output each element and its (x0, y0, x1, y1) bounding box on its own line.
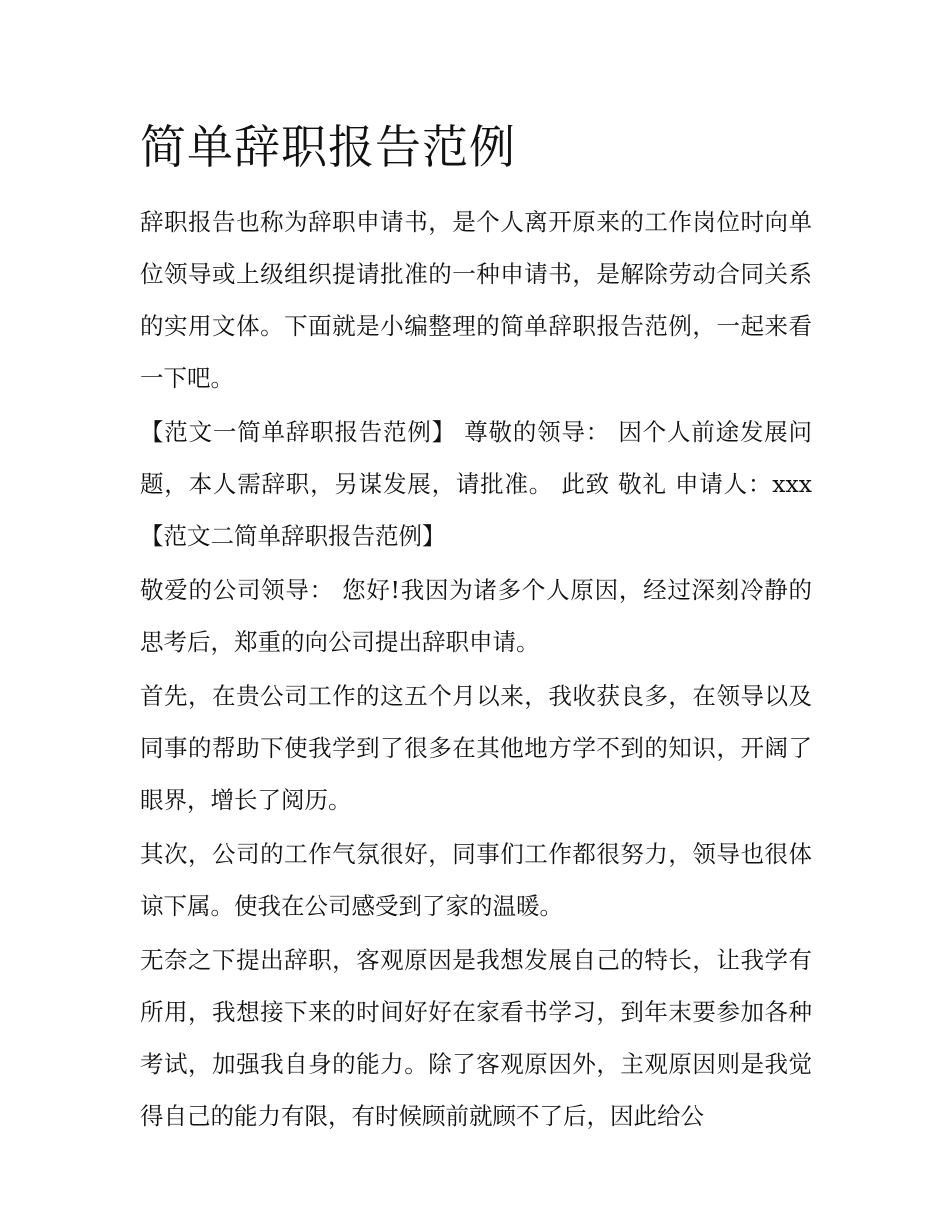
paragraph-resignation-reason: 无奈之下提出辞职，客观原因是我想发展自己的特长，让我学有所用，我想接下来的时间好好在家看书学习，到年末要参加各种考试，加强我自身的能力。除了客观原因外，主观原因则是我觉得自己的能力有限，有时候顾前就顾不了后，因此给公 (140, 946, 812, 1130)
paragraph-first-reason: 首先，在贵公司工作的这五个月以来，我收获良多，在领导以及同事的帮助下使我学到了很多在其他地方学不到的知识，开阔了眼界，增长了阅历。 (140, 682, 812, 814)
document-body (140, 196, 812, 1144)
paragraph-intro: 辞职报告也称为辞职申请书，是个人离开原来的工作岗位时向单位领导或上级组织提请批准的一种申请书，是解除劳动合同关系的实用文体。下面就是小编整理的简单辞职报告范例，一起来看一下吧。 (140, 208, 812, 392)
document-title: 简单辞职报告范例 (140, 120, 516, 174)
paragraph-second-reason: 其次，公司的工作气氛很好，同事们工作都很努力，领导也很体谅下属。使我在公司感受到了家的温暖。 (140, 840, 812, 920)
paragraph-greeting: 敬爱的公司领导： 您好!我因为诸多个人原因，经过深刻冷静的思考后，郑重的向公司提出辞职申请。 (140, 576, 812, 656)
paragraph-sample-one: 【范文一简单辞职报告范例】 尊敬的领导： 因个人前途发展问题，本人需辞职，另谋发展，请批准。 此致 敬礼 申请人：xxx【范文二简单辞职报告范例】 (140, 418, 812, 550)
